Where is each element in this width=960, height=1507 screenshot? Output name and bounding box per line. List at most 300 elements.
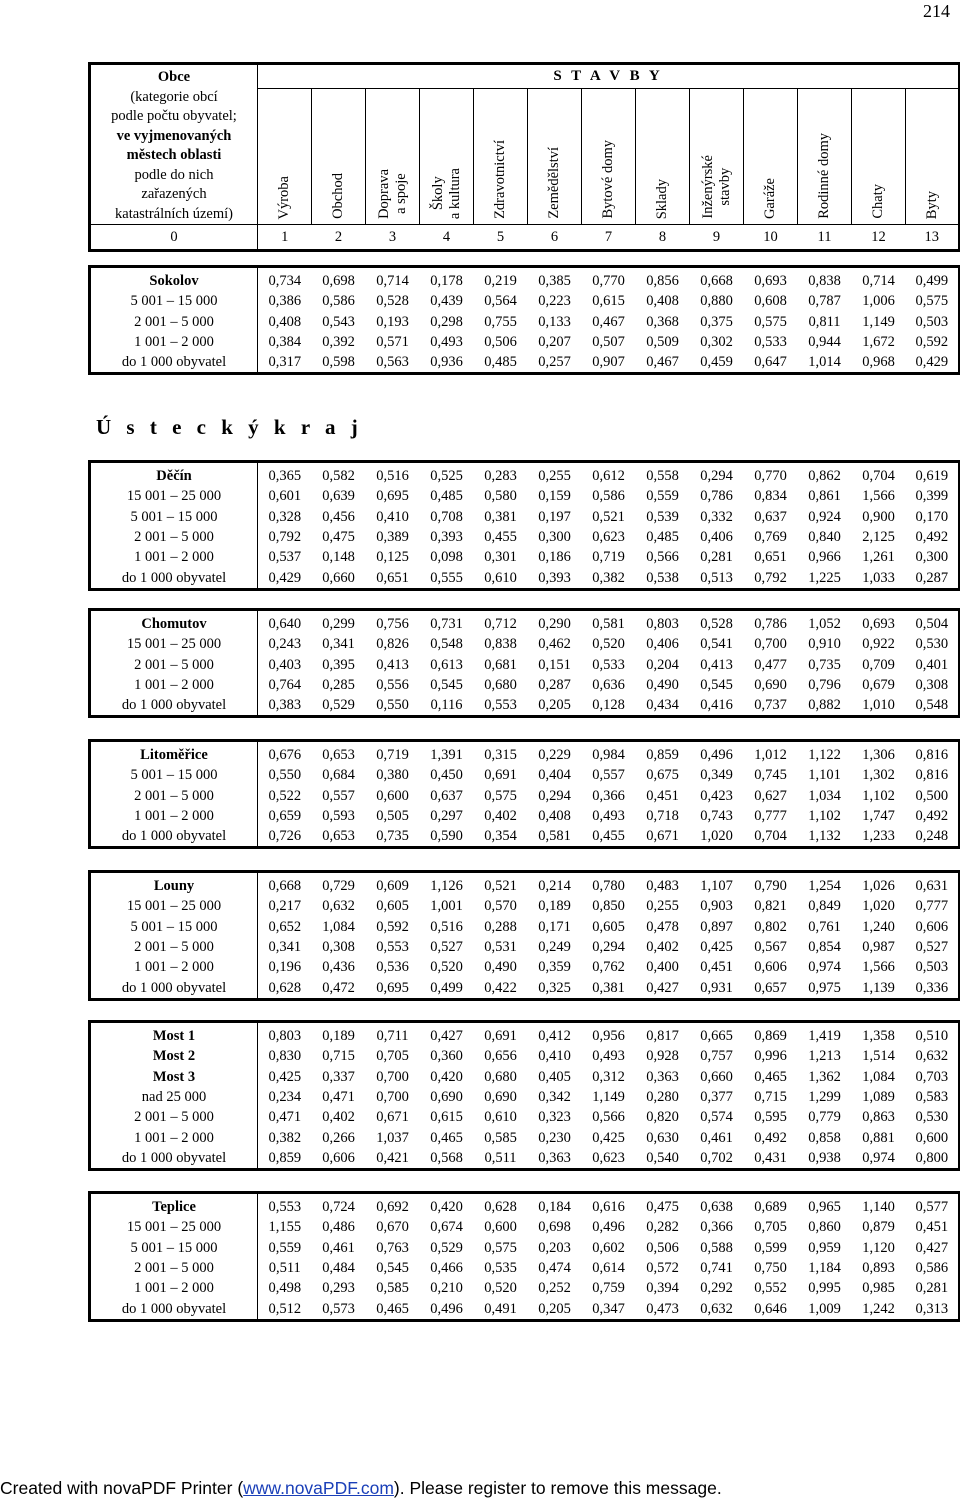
table-cell: 0,408 <box>646 293 679 310</box>
table-cell: 1,139 <box>862 979 895 996</box>
table-cell: 0,229 <box>538 747 571 764</box>
table-cell: 0,249 <box>538 939 571 956</box>
table-cell: 0,184 <box>538 1199 571 1216</box>
table-cell: 0,681 <box>484 656 517 673</box>
table-cell: 0,555 <box>430 569 463 586</box>
table-cell: 1,084 <box>322 918 355 935</box>
table-cell: 0,600 <box>484 1219 517 1236</box>
table-cell: 1,102 <box>862 787 895 804</box>
table-cell: 1,012 <box>754 747 787 764</box>
table-cell: 1,001 <box>430 898 463 915</box>
table-cell: 0,148 <box>322 549 355 566</box>
table-cell: 0,755 <box>484 313 517 330</box>
table-cell: 0,550 <box>268 767 302 784</box>
column-header-line: Doprava <box>375 169 392 219</box>
table-cell: 0,996 <box>754 1048 787 1065</box>
table-cell: 0,408 <box>268 313 302 330</box>
table-cell: 0,382 <box>268 1129 302 1146</box>
table-cell: 0,803 <box>646 616 679 633</box>
table-cell: 0,660 <box>700 1068 733 1085</box>
stavby-header: S T A V B Y <box>258 64 960 89</box>
table-cell: 0,987 <box>862 939 895 956</box>
data-block-7 <box>88 1191 960 1322</box>
row-label: 1 001 – 2 000 <box>90 957 258 977</box>
table-cell: 0,693 <box>862 616 895 633</box>
table-cell: 0,770 <box>754 468 787 485</box>
table-cell: 0,425 <box>268 1068 302 1085</box>
table-cell: 0,337 <box>322 1068 355 1085</box>
table-cell: 0,530 <box>915 1109 949 1126</box>
column-header-line: a kultura <box>446 167 463 219</box>
table-cell: 0,563 <box>376 354 409 371</box>
table-cell: 0,323 <box>538 1109 571 1126</box>
table-cell: 0,490 <box>484 959 517 976</box>
table-cell: 1,672 <box>862 334 895 351</box>
table-cell: 0,580 <box>484 488 517 505</box>
table-cell: 0,455 <box>484 529 517 546</box>
table-cell: 0,315 <box>484 747 517 764</box>
table-cell: 0,668 <box>700 273 733 290</box>
table-cell: 0,718 <box>646 808 679 825</box>
table-cell: 0,545 <box>376 1260 409 1277</box>
table-cell: 0,588 <box>700 1239 733 1256</box>
table-cell: 0,178 <box>430 273 463 290</box>
table-cell: 0,485 <box>484 354 517 371</box>
table-cell: 0,790 <box>754 878 787 895</box>
footer-suffix: ). Please register to remove this message. <box>393 1478 722 1498</box>
table-cell: 0,550 <box>376 697 409 714</box>
table-cell: 0,539 <box>646 508 679 525</box>
table-cell: 0,734 <box>268 273 302 290</box>
table-cell: 0,974 <box>862 1149 895 1166</box>
table-cell: 0,475 <box>646 1199 679 1216</box>
table-cell: 0,393 <box>430 529 463 546</box>
table-cell: 0,612 <box>592 468 625 485</box>
table-cell: 1,132 <box>808 828 841 845</box>
table-cell: 0,399 <box>915 488 949 505</box>
table-cell: 0,637 <box>754 508 787 525</box>
table-cell: 0,455 <box>592 828 625 845</box>
table-cell: 0,543 <box>322 313 355 330</box>
table-cell: 0,490 <box>646 677 679 694</box>
table-cell: 1,149 <box>862 313 895 330</box>
table-cell: 0,659 <box>268 808 302 825</box>
table-cell: 0,705 <box>376 1048 409 1065</box>
table-cell: 0,700 <box>376 1089 409 1106</box>
table-cell: 0,491 <box>484 1300 517 1317</box>
table-cell: 0,205 <box>538 697 571 714</box>
table-cell: 0,826 <box>376 636 409 653</box>
column-number: 10 <box>744 225 798 251</box>
table-cell: 0,204 <box>646 656 679 673</box>
table-cell: 0,257 <box>538 354 571 371</box>
table-cell: 0,553 <box>376 939 409 956</box>
table-cell: 0,995 <box>808 1280 841 1297</box>
table-cell: 0,670 <box>376 1219 409 1236</box>
table-cell: 0,285 <box>322 677 355 694</box>
table-cell: 0,586 <box>592 488 625 505</box>
table-row <box>90 1278 960 1298</box>
table-cell: 0,451 <box>646 787 679 804</box>
table-cell: 0,363 <box>646 1068 679 1085</box>
table-cell: 0,632 <box>700 1300 733 1317</box>
column-header-line: a spoje <box>392 173 409 215</box>
table-cell: 0,651 <box>754 549 787 566</box>
footer-link[interactable]: www.novaPDF.com <box>243 1478 394 1498</box>
table-cell: 1,122 <box>808 747 841 764</box>
table-cell: 0,520 <box>592 636 625 653</box>
obce-line-1: (kategorie obcí <box>130 88 218 105</box>
table-cell: 0,714 <box>376 273 409 290</box>
table-cell: 0,582 <box>322 468 355 485</box>
table-cell: 0,427 <box>430 1028 463 1045</box>
table-cell: 0,800 <box>915 1149 949 1166</box>
table-cell: 0,548 <box>430 636 463 653</box>
table-cell: 0,203 <box>538 1239 571 1256</box>
table-cell: 0,703 <box>915 1068 949 1085</box>
table-cell: 0,545 <box>430 677 463 694</box>
row-label: 1 001 – 2 000 <box>90 1278 258 1298</box>
table-cell: 0,475 <box>322 529 355 546</box>
table-cell: 0,521 <box>592 508 625 525</box>
table-cell: 0,660 <box>322 569 355 586</box>
table-cell: 0,510 <box>915 1028 949 1045</box>
row-label: do 1 000 obyvatel <box>90 1148 258 1170</box>
column-header-text <box>654 175 671 219</box>
table-cell: 1,566 <box>862 488 895 505</box>
table-cell: 0,170 <box>915 508 949 525</box>
table-cell: 0,903 <box>700 898 733 915</box>
table-cell: 0,671 <box>376 1109 409 1126</box>
table-cell: 0,567 <box>754 939 787 956</box>
table-row <box>90 486 960 506</box>
table-row <box>90 610 960 635</box>
table-cell: 0,647 <box>754 354 787 371</box>
table-cell: 0,471 <box>268 1109 302 1126</box>
table-cell: 0,128 <box>592 697 625 714</box>
table-cell: 0,365 <box>268 468 302 485</box>
table-cell: 0,802 <box>754 918 787 935</box>
table-cell: 0,598 <box>322 354 355 371</box>
table-cell: 0,615 <box>592 293 625 310</box>
table-cell: 1,020 <box>862 898 895 915</box>
table-cell: 0,410 <box>538 1048 571 1065</box>
table-cell: 0,601 <box>268 488 302 505</box>
column-header-6 <box>528 88 582 224</box>
table-cell: 0,637 <box>430 787 463 804</box>
table-cell: 0,427 <box>646 979 679 996</box>
table-cell: 1,037 <box>376 1129 409 1146</box>
row-label: do 1 000 obyvatel <box>90 695 258 717</box>
table-cell: 0,349 <box>700 767 733 784</box>
table-cell: 0,299 <box>322 616 355 633</box>
table-cell: 0,792 <box>268 529 302 546</box>
table-cell: 0,897 <box>700 918 733 935</box>
table-cell: 0,692 <box>376 1199 409 1216</box>
table-cell: 0,693 <box>754 273 787 290</box>
table-cell: 0,382 <box>592 569 625 586</box>
row-label: Děčín <box>90 462 258 487</box>
table-cell: 0,593 <box>322 808 355 825</box>
table-cell: 0,197 <box>538 508 571 525</box>
table-cell: 0,511 <box>268 1260 301 1277</box>
table-row <box>90 1148 960 1170</box>
table-cell: 0,535 <box>484 1260 517 1277</box>
table-cell: 0,691 <box>484 767 517 784</box>
table-cell: 1,009 <box>808 1300 841 1317</box>
table-cell: 0,366 <box>700 1219 733 1236</box>
table-cell: 0,944 <box>808 334 841 351</box>
table-cell: 0,592 <box>915 334 949 351</box>
table-cell: 1,419 <box>808 1028 841 1045</box>
table-cell: 0,451 <box>700 959 733 976</box>
table-cell: 1,102 <box>808 808 841 825</box>
table-cell: 0,528 <box>376 293 409 310</box>
table-cell: 0,462 <box>538 636 571 653</box>
table-cell: 0,640 <box>268 616 302 633</box>
table-cell: 0,429 <box>268 569 302 586</box>
table-cell: 0,467 <box>592 313 625 330</box>
table-row <box>90 786 960 806</box>
table-cell: 0,403 <box>268 656 302 673</box>
column-number: 11 <box>798 225 852 251</box>
table-cell: 0,881 <box>862 1129 895 1146</box>
table-cell: 0,471 <box>322 1089 355 1106</box>
table-cell: 0,577 <box>915 1199 949 1216</box>
table-cell: 0,341 <box>322 636 355 653</box>
table-cell: 0,816 <box>915 747 949 764</box>
table-cell: 0,492 <box>754 1129 787 1146</box>
table-cell: 0,786 <box>754 616 787 633</box>
table-cell: 0,690 <box>484 1089 517 1106</box>
table-cell: 0,404 <box>538 767 571 784</box>
table-cell: 0,485 <box>646 529 679 546</box>
row-label: do 1 000 obyvatel <box>90 352 258 374</box>
table-cell: 0,520 <box>430 959 463 976</box>
table-cell: 0,493 <box>592 1048 625 1065</box>
table-cell: 0,456 <box>322 508 355 525</box>
table-cell: 0,656 <box>484 1048 517 1065</box>
table-cell: 0,465 <box>376 1300 409 1317</box>
table-cell: 0,294 <box>592 939 625 956</box>
table-cell: 0,159 <box>538 488 571 505</box>
table-cell: 0,405 <box>538 1068 571 1085</box>
table-cell: 1,747 <box>862 808 895 825</box>
table-cell: 0,496 <box>430 1300 463 1317</box>
column-header-line: Chaty <box>870 184 886 219</box>
table-cell: 0,530 <box>915 636 949 653</box>
table-cell: 0,486 <box>322 1219 355 1236</box>
table-row <box>90 826 960 848</box>
row-label: 15 001 – 25 000 <box>90 1217 258 1237</box>
table-cell: 0,628 <box>484 1199 517 1216</box>
table-cell: 0,592 <box>376 918 409 935</box>
table-cell: 0,639 <box>322 488 355 505</box>
table-cell: 0,606 <box>915 918 949 935</box>
table-cell: 0,924 <box>808 508 841 525</box>
table-cell: 0,548 <box>915 697 949 714</box>
table-cell: 0,850 <box>592 898 625 915</box>
table-cell: 0,787 <box>808 293 841 310</box>
table-row <box>90 655 960 675</box>
table-cell: 0,512 <box>268 1300 302 1317</box>
table-cell: 0,280 <box>646 1089 679 1106</box>
row-label: 5 001 – 15 000 <box>90 1238 258 1258</box>
table-cell: 0,616 <box>592 1199 625 1216</box>
table-cell: 0,529 <box>322 697 355 714</box>
table-cell: 0,332 <box>700 508 733 525</box>
row-label: 1 001 – 2 000 <box>90 547 258 567</box>
column-number: 6 <box>528 225 582 251</box>
column-header-line: Výroba <box>276 175 292 219</box>
column-header-3 <box>366 88 420 224</box>
table-cell: 0,503 <box>915 313 949 330</box>
table-cell: 0,439 <box>430 293 463 310</box>
table-cell: 0,556 <box>376 677 409 694</box>
table-cell: 1,184 <box>808 1260 841 1277</box>
table-row <box>90 634 960 654</box>
table-cell: 0,434 <box>646 697 679 714</box>
table-cell: 0,646 <box>754 1300 787 1317</box>
table-cell: 0,493 <box>430 334 463 351</box>
row-label: 2 001 – 5 000 <box>90 527 258 547</box>
table-cell: 0,859 <box>646 747 679 764</box>
table-cell: 0,509 <box>646 334 679 351</box>
table-cell: 0,811 <box>808 313 841 330</box>
table-cell: 0,859 <box>268 1149 302 1166</box>
row-label: do 1 000 obyvatel <box>90 826 258 848</box>
table-cell: 1,034 <box>808 787 841 804</box>
table-cell: 0,492 <box>915 529 949 546</box>
table-cell: 0,125 <box>376 549 409 566</box>
obce-line-7: katastrálních území) <box>115 205 233 222</box>
table-cell: 0,484 <box>322 1260 355 1277</box>
table-cell: 0,632 <box>322 898 355 915</box>
column-number: 0 <box>90 225 258 251</box>
table-cell: 0,860 <box>808 1219 841 1236</box>
table-cell: 1,033 <box>862 569 895 586</box>
table-cell: 0,300 <box>538 529 571 546</box>
column-header-text <box>276 172 293 220</box>
table-cell: 0,410 <box>376 508 409 525</box>
table-cell: 0,393 <box>538 569 571 586</box>
table-cell: 0,570 <box>484 898 517 915</box>
table-cell: 0,900 <box>862 508 895 525</box>
column-header-2 <box>312 88 366 224</box>
table-cell: 0,529 <box>430 1239 463 1256</box>
row-label: Teplice <box>90 1193 258 1218</box>
row-label: 2 001 – 5 000 <box>90 312 258 332</box>
table-cell: 0,288 <box>484 918 517 935</box>
table-cell: 0,715 <box>322 1048 355 1065</box>
table-cell: 0,293 <box>322 1280 355 1297</box>
table-cell: 1,240 <box>862 918 895 935</box>
table-cell: 0,671 <box>646 828 679 845</box>
table-cell: 0,737 <box>754 697 787 714</box>
table-cell: 0,477 <box>754 656 787 673</box>
table-cell: 0,756 <box>376 616 409 633</box>
table-cell: 0,511 <box>484 1149 517 1166</box>
table-cell: 0,255 <box>538 468 571 485</box>
table-cell: 0,820 <box>646 1109 679 1126</box>
row-label: 5 001 – 15 000 <box>90 917 258 937</box>
footer-prefix: Created with novaPDF Printer ( <box>0 1478 244 1498</box>
table-cell: 0,386 <box>268 293 302 310</box>
table-cell: 0,680 <box>484 677 517 694</box>
table-cell: 0,638 <box>700 1199 733 1216</box>
table-cell: 0,133 <box>538 313 571 330</box>
column-header-line: Bytové domy <box>600 140 616 219</box>
table-row <box>90 1022 960 1047</box>
table-row <box>90 896 960 916</box>
obce-line-0: Obce <box>157 69 191 85</box>
row-label: Louny <box>90 872 258 897</box>
table-cell: 0,581 <box>592 616 625 633</box>
table-cell: 0,830 <box>268 1048 302 1065</box>
table-cell: 0,777 <box>915 898 949 915</box>
table-cell: 0,541 <box>700 636 733 653</box>
row-label: Most 2 <box>90 1046 258 1066</box>
table-cell: 0,689 <box>754 1199 787 1216</box>
table-cell: 0,893 <box>862 1260 895 1277</box>
table-cell: 0,553 <box>268 1199 302 1216</box>
table-cell: 0,193 <box>376 313 409 330</box>
table-cell: 0,849 <box>808 898 841 915</box>
column-number: 5 <box>474 225 528 251</box>
row-label: do 1 000 obyvatel <box>90 567 258 589</box>
table-cell: 0,427 <box>915 1239 949 1256</box>
table-cell: 0,928 <box>646 1048 679 1065</box>
table-cell: 0,540 <box>646 1149 679 1166</box>
table-cell: 0,743 <box>700 808 733 825</box>
table-row <box>90 567 960 589</box>
column-header-11 <box>798 88 852 224</box>
table-cell: 0,436 <box>322 959 355 976</box>
table-cell: 0,623 <box>592 1149 625 1166</box>
table-row <box>90 352 960 374</box>
table-cell: 0,558 <box>646 468 679 485</box>
table-cell: 0,708 <box>430 508 463 525</box>
table-cell: 0,632 <box>915 1048 949 1065</box>
column-header-line: Školy <box>429 176 446 211</box>
table-cell: 0,863 <box>862 1109 895 1126</box>
table-cell: 0,301 <box>484 549 517 566</box>
table-cell: 1,254 <box>808 878 841 895</box>
table-cell: 0,559 <box>646 488 679 505</box>
column-number: 4 <box>420 225 474 251</box>
table-cell: 0,705 <box>754 1219 787 1236</box>
table-cell: 0,341 <box>268 939 302 956</box>
table-cell: 0,496 <box>700 747 733 764</box>
column-header-13 <box>906 88 960 224</box>
table-cell: 0,907 <box>592 354 625 371</box>
column-header-line: Garáže <box>762 177 778 219</box>
column-header-text <box>870 180 887 219</box>
table-cell: 0,691 <box>484 1028 517 1045</box>
column-header-4 <box>420 88 474 224</box>
table-cell: 1,089 <box>862 1089 895 1106</box>
table-row <box>90 957 960 977</box>
column-header-7 <box>582 88 636 224</box>
table-cell: 0,360 <box>430 1048 463 1065</box>
table-cell: 0,465 <box>754 1068 787 1085</box>
table-cell: 0,313 <box>915 1300 949 1317</box>
table-cell: 0,770 <box>592 273 625 290</box>
table-cell: 0,485 <box>430 488 463 505</box>
table-cell: 0,985 <box>862 1280 895 1297</box>
table-cell: 0,402 <box>322 1109 355 1126</box>
table-cell: 0,413 <box>700 656 733 673</box>
